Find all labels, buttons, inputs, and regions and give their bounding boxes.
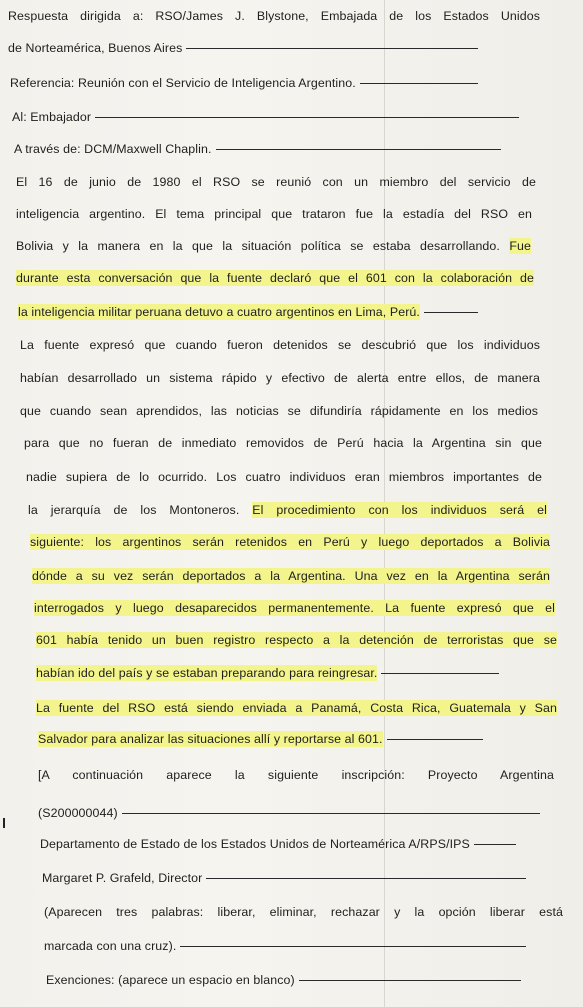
highlighted-text: Salvador para analizar las situaciones allí y reportarse al 601. <box>38 732 383 746</box>
document-line <box>16 206 532 222</box>
highlighted-text: interrogados y luego desaparecidos permanentemente. La fuente expresó que el <box>34 601 555 615</box>
document-line <box>28 502 547 518</box>
document-line <box>32 568 550 584</box>
line-text: para que no fueran de inmediato removidos de Perú hacia la Argentina sin que <box>24 436 542 450</box>
document-line <box>8 40 478 56</box>
line-text: habían desarrollado un sistema rápido y efectivo de alerta entre ellos, de manera <box>20 371 540 385</box>
document-line <box>44 938 526 954</box>
document-line <box>38 731 483 747</box>
line-text: (S200000044) <box>38 806 118 820</box>
document-line <box>20 403 538 419</box>
fill-dash-line <box>381 673 499 674</box>
line-text: que cuando sean aprendidos, las noticias se difundiría rápidamente en los medios <box>20 404 538 418</box>
line-text: marcada con una cruz). <box>44 939 177 953</box>
highlighted-text: habían ido del país y se estaban preparando para reingresar. <box>36 666 378 680</box>
line-text: Referencia: Reunión con el Servicio de Inteligencia Argentino. <box>10 76 356 90</box>
document-line <box>16 270 534 286</box>
margin-mark <box>3 818 5 828</box>
fill-dash-line <box>216 149 501 150</box>
document-line <box>46 972 521 988</box>
highlighted-text: 601 había tenido un buen registro respecto a la detención de terroristas que se <box>36 633 557 647</box>
document-line <box>20 370 540 386</box>
fill-dash-line <box>387 739 483 740</box>
document-line <box>14 141 501 157</box>
fill-dash-line <box>180 946 526 947</box>
document-line <box>40 836 516 852</box>
line-text: (Aparecen tres palabras: liberar, eliminar, rechazar y la opción liberar está <box>44 905 563 919</box>
line-text: Bolivia y la manera en la que la situación política se estaba desarrollando. <box>16 239 510 253</box>
document-line <box>34 600 555 616</box>
line-text: La fuente expresó que cuando fueron detenidos se descubrió que los individuos <box>20 338 540 352</box>
fill-dash-line <box>186 48 478 49</box>
line-text: Respuesta dirigida a: RSO/James J. Blystone, Embajada de los Estados Unidos <box>8 9 540 23</box>
line-text: Al: Embajador <box>12 110 92 124</box>
document-line <box>44 904 563 920</box>
line-text: Exenciones: (aparece un espacio en blanco) <box>46 973 295 987</box>
line-text: nadie supiera de lo ocurrido. Los cuatro individuos eran miembros importantes de <box>26 470 542 484</box>
document-line <box>18 304 478 320</box>
document-line <box>38 767 554 783</box>
document-line <box>36 700 557 716</box>
document-line <box>36 632 557 648</box>
highlighted-text: dónde a su vez serán deportados a la Argentina. Una vez en la Argentina serán <box>32 569 550 583</box>
highlighted-text: la inteligencia militar peruana detuvo a cuatro argentinos en Lima, Perú. <box>18 305 420 319</box>
line-text: Departamento de Estado de los Estados Unidos de Norteamérica A/RPS/IPS <box>40 837 470 851</box>
document-line <box>12 109 519 125</box>
fill-dash-line <box>122 813 540 814</box>
document-line <box>36 665 499 681</box>
highlighted-text: Fue <box>509 239 531 253</box>
fill-dash-line <box>360 83 478 84</box>
fill-dash-line <box>424 312 478 313</box>
document-line <box>26 469 542 485</box>
fill-dash-line <box>95 117 519 118</box>
fill-dash-line <box>206 878 526 879</box>
highlighted-text: La fuente del RSO está siendo enviada a Panamá, Costa Rica, Guatemala y San <box>36 701 557 715</box>
line-text: Margaret P. Grafeld, Director <box>42 871 203 885</box>
highlighted-text: durante esta conversación que la fuente declaró que el 601 con la colaboración de <box>16 271 534 285</box>
document-line <box>16 238 531 254</box>
document-line <box>30 534 550 550</box>
line-text: de Norteamérica, Buenos Aires <box>8 41 183 55</box>
document-line <box>10 75 478 91</box>
line-text: inteligencia argentino. El tema principal que trataron fue la estadía del RSO en <box>16 207 532 221</box>
document-line <box>20 337 540 353</box>
document-line <box>16 174 536 190</box>
document-line <box>38 805 540 821</box>
document-line <box>8 8 540 24</box>
line-text: A través de: DCM/Maxwell Chaplin. <box>14 142 212 156</box>
line-text: [A continuación aparece la siguiente inscripción: Proyecto Argentina <box>38 768 554 782</box>
line-text: El 16 de junio de 1980 el RSO se reunió con un miembro del servicio de <box>16 175 536 189</box>
fill-dash-line <box>474 844 516 845</box>
highlighted-text: El procedimiento con los individuos será el <box>252 503 547 517</box>
document-line <box>42 870 526 886</box>
document-line <box>24 435 542 451</box>
highlighted-text: siguiente: los argentinos serán retenidos en Perú y luego deportados a Bolivia <box>30 535 550 549</box>
fill-dash-line <box>299 980 521 981</box>
line-text: la jerarquía de los Montoneros. <box>28 503 253 517</box>
